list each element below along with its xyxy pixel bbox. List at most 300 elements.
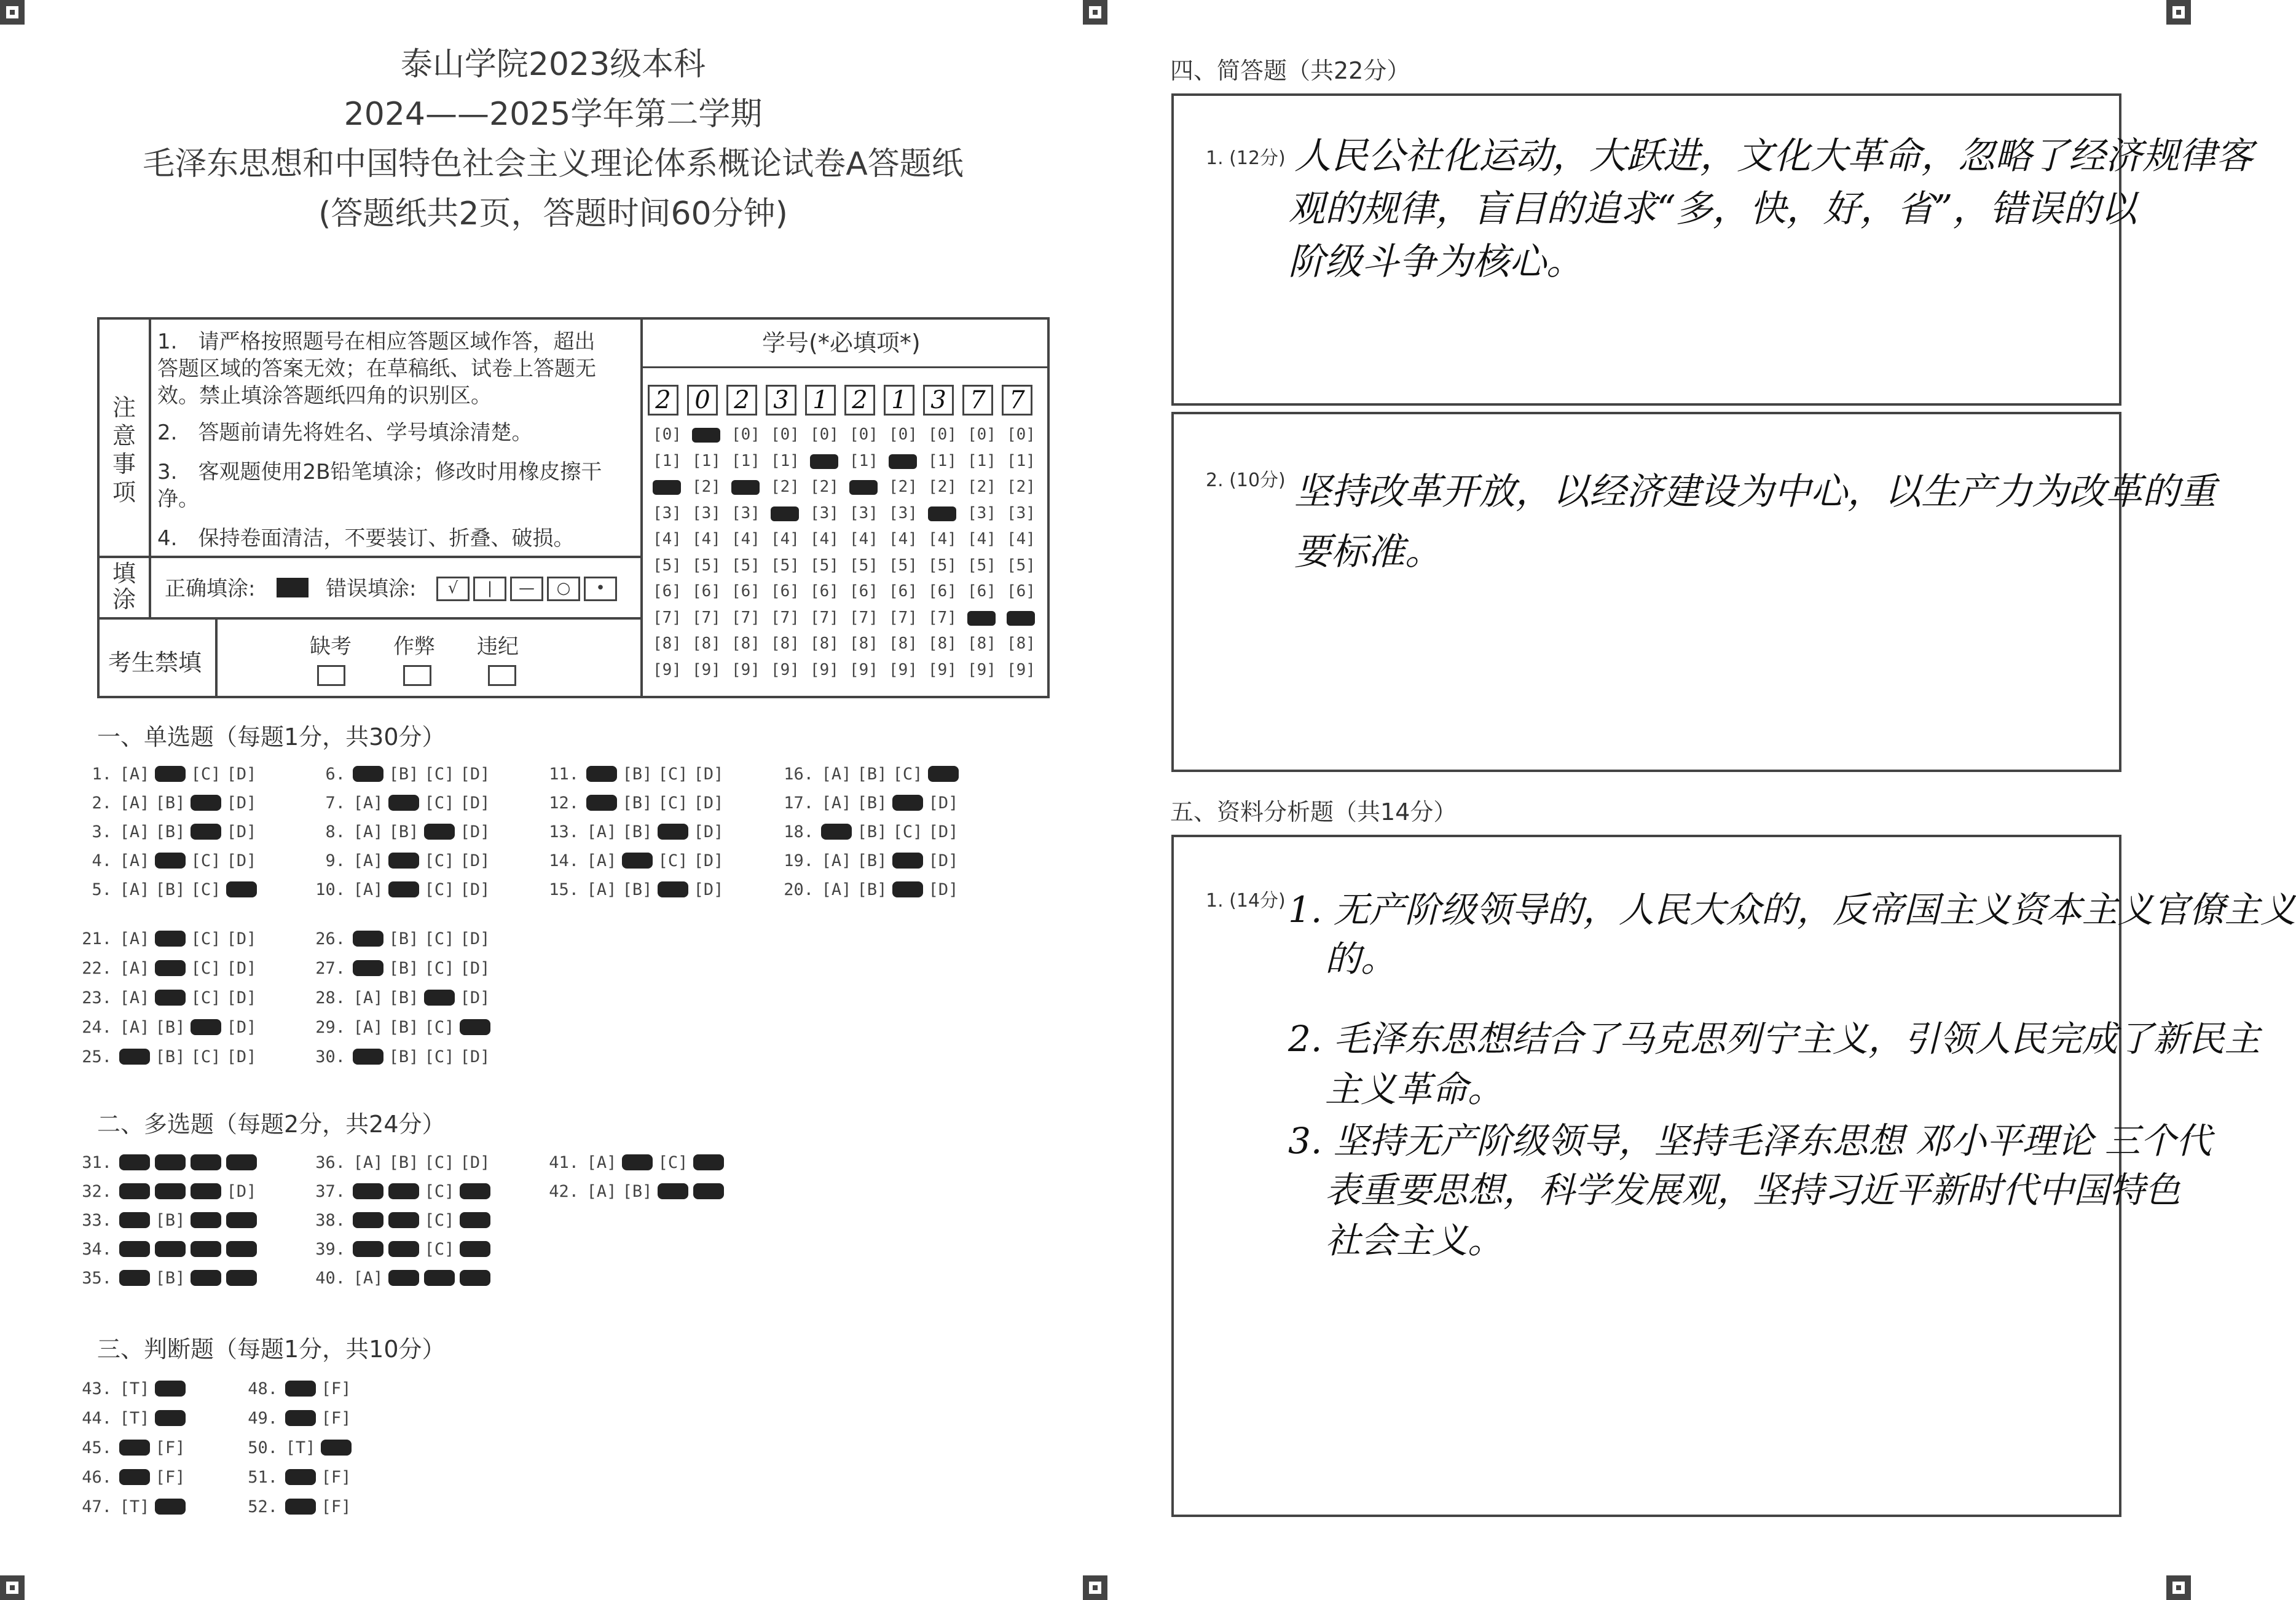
answer-bubble[interactable]: [A] — [586, 880, 617, 899]
answer-bubble-filled[interactable] — [155, 1154, 186, 1170]
student-id-bubble[interactable]: [0] — [889, 425, 918, 444]
student-id-bubble[interactable]: [8] — [928, 634, 957, 653]
answer-bubble[interactable]: [A] — [353, 880, 383, 899]
student-id-bubble[interactable]: [5] — [967, 556, 996, 575]
answer-bubble-filled[interactable] — [892, 853, 923, 869]
forbid-checkbox-absent[interactable] — [317, 665, 345, 686]
student-id-bubble[interactable]: [9] — [967, 660, 996, 679]
student-id-bubble[interactable]: [7] — [653, 608, 682, 627]
answer-bubble[interactable]: [A] — [353, 1269, 383, 1288]
student-id-bubble[interactable]: [2] — [928, 478, 957, 496]
student-id-bubble[interactable]: [6] — [1007, 582, 1036, 601]
answer-bubble-filled[interactable] — [424, 990, 455, 1006]
question-number: 21. — [82, 929, 112, 948]
answer-bubble[interactable]: [D] — [460, 822, 490, 841]
student-id-bubble[interactable]: [2] — [771, 478, 800, 496]
answer-bubble[interactable]: [D] — [460, 959, 490, 978]
answer-bubble[interactable]: [D] — [693, 822, 724, 841]
answer-bubble[interactable]: [C] — [658, 851, 688, 870]
student-id-digit-box: 3 — [923, 385, 954, 416]
answer-bubble-filled[interactable] — [155, 1499, 186, 1515]
answer-bubble[interactable]: [D] — [226, 765, 257, 784]
student-id-bubble[interactable]: [7] — [731, 608, 760, 627]
answer-bubble[interactable]: [C] — [658, 794, 688, 813]
student-id-bubble[interactable]: [8] — [967, 634, 996, 653]
student-id-bubble[interactable]: [8] — [692, 634, 721, 653]
student-id-bubble[interactable]: [3] — [1007, 503, 1036, 522]
student-id-bubble[interactable]: [6] — [653, 582, 682, 601]
answer-bubble[interactable]: [T] — [119, 1409, 150, 1428]
answer-bubble[interactable]: [C] — [424, 929, 455, 948]
student-id-bubble[interactable]: [3] — [967, 503, 996, 522]
answer-bubble[interactable]: [F] — [321, 1379, 352, 1398]
answer-bubble-filled[interactable] — [191, 795, 221, 811]
answer-bubble[interactable]: [C] — [424, 959, 455, 978]
answer-bubble[interactable]: [B] — [622, 880, 653, 899]
answer-bubble-filled[interactable] — [586, 795, 617, 811]
answer-bubble[interactable]: [D] — [928, 794, 959, 813]
forbid-checkbox-cheat[interactable] — [403, 665, 431, 686]
student-id-bubble[interactable]: [0] — [771, 425, 800, 444]
answer-bubble[interactable]: [A] — [586, 822, 617, 841]
student-id-bubble[interactable]: [1] — [928, 451, 957, 470]
student-id-bubble[interactable]: [5] — [810, 556, 839, 575]
question-number: 10. — [315, 880, 345, 899]
answer-bubble[interactable]: [A] — [353, 822, 383, 841]
answer-bubble-filled[interactable] — [321, 1440, 352, 1456]
answer-bubble[interactable]: [A] — [821, 880, 852, 899]
answer-bubble-filled[interactable] — [119, 1049, 150, 1065]
answer-bubble-filled[interactable] — [353, 766, 383, 782]
student-id-bubble[interactable]: [4] — [928, 530, 957, 548]
student-id-bubble[interactable]: [6] — [810, 582, 839, 601]
student-id-bubble[interactable]: [4] — [849, 530, 878, 548]
answer-bubble-filled[interactable] — [622, 1154, 653, 1170]
answer-bubble-filled[interactable] — [119, 1270, 150, 1286]
answer-bubble[interactable]: [B] — [857, 794, 887, 813]
answer-bubble[interactable]: [A] — [119, 1018, 150, 1037]
answer-bubble-filled[interactable] — [388, 881, 419, 897]
answer-bubble[interactable]: [C] — [424, 1182, 455, 1201]
student-id-bubble[interactable]: [9] — [692, 660, 721, 679]
answer-bubble[interactable]: [C] — [191, 929, 221, 948]
answer-bubble[interactable]: [C] — [424, 1240, 455, 1259]
student-id-bubble[interactable]: [5] — [1007, 556, 1036, 575]
student-id-bubble[interactable]: [9] — [810, 660, 839, 679]
answer-bubble[interactable]: [C] — [191, 880, 221, 899]
student-id-bubble[interactable]: [8] — [731, 634, 760, 653]
answer-bubble-filled[interactable] — [226, 1154, 257, 1170]
answer-bubble[interactable]: [D] — [460, 988, 490, 1007]
student-id-bubble[interactable]: [7] — [928, 608, 957, 627]
question-number: 2. — [92, 794, 112, 813]
student-id-bubble[interactable]: [8] — [849, 634, 878, 653]
student-id-bubble[interactable]: [8] — [771, 634, 800, 653]
answer-bubble[interactable]: [B] — [155, 822, 186, 841]
answer-bubble[interactable]: [D] — [928, 880, 959, 899]
answer-bubble[interactable]: [C] — [658, 765, 688, 784]
answer-bubble-filled[interactable] — [353, 960, 383, 976]
answer-bubble[interactable]: [D] — [460, 880, 490, 899]
answer-bubble-filled[interactable] — [460, 1270, 490, 1286]
answer-bubble-filled[interactable] — [388, 1241, 419, 1257]
student-id-bubble[interactable]: [9] — [928, 660, 957, 679]
answer-bubble-filled[interactable] — [353, 931, 383, 947]
student-id-bubble-filled[interactable] — [771, 506, 799, 521]
answer-bubble[interactable]: [B] — [155, 1047, 186, 1066]
student-id-bubble[interactable]: [0] — [731, 425, 760, 444]
answer-bubble[interactable]: [B] — [857, 822, 887, 841]
answer-bubble[interactable]: [B] — [155, 880, 186, 899]
answer-bubble-filled[interactable] — [424, 824, 455, 840]
student-id-bubble[interactable]: [0] — [967, 425, 996, 444]
answer-bubble-filled[interactable] — [155, 1410, 186, 1426]
answer-bubble[interactable]: [D] — [226, 1182, 257, 1201]
answer-bubble-filled[interactable] — [191, 824, 221, 840]
student-id-bubble-filled[interactable] — [653, 480, 681, 495]
answer-bubble-filled[interactable] — [353, 1212, 383, 1228]
answer-bubble-filled[interactable] — [226, 1212, 257, 1228]
answer-bubble-filled[interactable] — [191, 1154, 221, 1170]
student-id-bubble-filled[interactable] — [889, 454, 917, 469]
answer-bubble-filled[interactable] — [658, 824, 688, 840]
answer-bubble-filled[interactable] — [155, 1381, 186, 1397]
answer-bubble[interactable]: [D] — [928, 851, 959, 870]
student-id-bubble[interactable]: [1] — [771, 451, 800, 470]
answer-bubble[interactable]: [A] — [353, 1018, 383, 1037]
student-id-bubble[interactable]: [4] — [1007, 530, 1036, 548]
answer-bubble-filled[interactable] — [658, 1183, 688, 1199]
student-id-bubble-filled[interactable] — [810, 454, 838, 469]
answer-bubble[interactable]: [A] — [353, 988, 383, 1007]
answer-bubble[interactable]: [C] — [424, 851, 455, 870]
answer-bubble-filled[interactable] — [119, 1241, 150, 1257]
student-id-bubble[interactable]: [5] — [653, 556, 682, 575]
student-id-bubble-filled[interactable] — [692, 428, 720, 443]
answer-bubble-filled[interactable] — [353, 1049, 383, 1065]
answer-bubble[interactable]: [D] — [226, 1018, 257, 1037]
student-id-bubble[interactable]: [3] — [653, 503, 682, 522]
answer-bubble[interactable]: [A] — [821, 765, 852, 784]
answer-bubble-filled[interactable] — [353, 1241, 383, 1257]
answer-bubble-filled[interactable] — [586, 766, 617, 782]
answer-bubble[interactable]: [F] — [321, 1409, 352, 1428]
answer-bubble[interactable]: [C] — [424, 1211, 455, 1230]
answer-bubble-filled[interactable] — [191, 1019, 221, 1035]
answer-bubble[interactable]: [D] — [226, 794, 257, 813]
answer-bubble[interactable]: [B] — [388, 959, 419, 978]
answer-bubble[interactable]: [B] — [388, 929, 419, 948]
student-id-bubble[interactable]: [2] — [967, 478, 996, 496]
student-id-bubble[interactable]: [4] — [967, 530, 996, 548]
answer-bubble[interactable]: [A] — [119, 794, 150, 813]
short-answer-box-2[interactable] — [1171, 412, 2121, 772]
answer-bubble-filled[interactable] — [119, 1212, 150, 1228]
answer-bubble[interactable]: [F] — [155, 1468, 186, 1487]
answer-bubble[interactable]: [D] — [226, 988, 257, 1007]
student-id-bubble[interactable]: [5] — [889, 556, 918, 575]
answer-bubble[interactable]: [D] — [693, 851, 724, 870]
answer-bubble-filled[interactable] — [388, 853, 419, 869]
student-id-bubble[interactable]: [0] — [653, 425, 682, 444]
answer-bubble-filled[interactable] — [119, 1469, 150, 1485]
answer-bubble[interactable]: [D] — [460, 794, 490, 813]
answer-bubble[interactable]: [B] — [388, 988, 419, 1007]
answer-bubble-filled[interactable] — [155, 853, 186, 869]
single-choice-row — [307, 959, 493, 978]
answer-bubble-filled[interactable] — [285, 1381, 316, 1397]
answer-bubble-filled[interactable] — [119, 1440, 150, 1456]
answer-bubble-filled[interactable] — [155, 990, 186, 1006]
answer-bubble[interactable]: [D] — [693, 794, 724, 813]
answer-bubble[interactable]: [B] — [622, 794, 653, 813]
answer-bubble[interactable]: [B] — [388, 765, 419, 784]
answer-bubble[interactable]: [B] — [857, 851, 887, 870]
answer-bubble-filled[interactable] — [388, 1270, 419, 1286]
answer-bubble-filled[interactable] — [388, 795, 419, 811]
answer-bubble-filled[interactable] — [693, 1183, 724, 1199]
student-id-bubble[interactable]: [3] — [731, 503, 760, 522]
answer-bubble-filled[interactable] — [285, 1469, 316, 1485]
student-id-bubble-filled[interactable] — [731, 480, 760, 495]
student-id-bubble[interactable]: [7] — [889, 608, 918, 627]
answer-bubble-filled[interactable] — [892, 881, 923, 897]
student-id-bubble[interactable]: [8] — [1007, 634, 1036, 653]
student-id-bubble[interactable]: [2] — [1007, 478, 1036, 496]
student-id-bubble[interactable]: [9] — [731, 660, 760, 679]
answer-bubble[interactable]: [C] — [892, 822, 923, 841]
answer-bubble[interactable]: [F] — [321, 1497, 352, 1516]
student-id-bubble[interactable]: [0] — [928, 425, 957, 444]
student-id-bubble[interactable]: [8] — [810, 634, 839, 653]
answer-bubble[interactable]: [D] — [460, 1153, 490, 1172]
student-id-bubble[interactable]: [1] — [967, 451, 996, 470]
answer-bubble[interactable]: [C] — [424, 1047, 455, 1066]
answer-bubble[interactable]: [A] — [119, 765, 150, 784]
student-id-bubble[interactable]: [3] — [849, 503, 878, 522]
answer-bubble[interactable]: [D] — [226, 822, 257, 841]
student-id-bubble[interactable]: [8] — [889, 634, 918, 653]
answer-bubble-filled[interactable] — [460, 1241, 490, 1257]
student-id-bubble[interactable]: [7] — [849, 608, 878, 627]
answer-bubble[interactable]: [D] — [693, 880, 724, 899]
answer-bubble[interactable]: [A] — [119, 959, 150, 978]
student-id-bubble[interactable]: [2] — [810, 478, 839, 496]
answer-bubble[interactable]: [D] — [693, 765, 724, 784]
answer-bubble[interactable]: [A] — [586, 1182, 617, 1201]
answer-bubble[interactable]: [A] — [119, 988, 150, 1007]
answer-bubble-filled[interactable] — [191, 1212, 221, 1228]
student-id-bubble[interactable]: [3] — [692, 503, 721, 522]
answer-bubble[interactable]: [A] — [821, 794, 852, 813]
student-id-bubble[interactable]: [2] — [889, 478, 918, 496]
answer-bubble-filled[interactable] — [155, 1183, 186, 1199]
student-id-bubble[interactable]: [9] — [653, 660, 682, 679]
answer-bubble[interactable]: [D] — [226, 1047, 257, 1066]
answer-bubble[interactable]: [D] — [928, 822, 959, 841]
answer-bubble[interactable]: [D] — [226, 851, 257, 870]
student-id-bubble[interactable]: [7] — [692, 608, 721, 627]
answer-bubble-filled[interactable] — [388, 1183, 419, 1199]
answer-bubble[interactable]: [A] — [586, 851, 617, 870]
answer-bubble-filled[interactable] — [119, 1154, 150, 1170]
student-id-bubble[interactable]: [6] — [889, 582, 918, 601]
answer-bubble[interactable]: [B] — [388, 1047, 419, 1066]
student-id-bubble[interactable]: [9] — [771, 660, 800, 679]
answer-bubble[interactable]: [A] — [821, 851, 852, 870]
answer-bubble[interactable]: [B] — [622, 1182, 653, 1201]
student-id-bubble[interactable]: [5] — [771, 556, 800, 575]
answer-bubble[interactable]: [C] — [191, 1047, 221, 1066]
answer-bubble[interactable]: [C] — [658, 1153, 688, 1172]
answer-bubble-filled[interactable] — [388, 1212, 419, 1228]
answer-bubble-filled[interactable] — [155, 1241, 186, 1257]
answer-bubble[interactable]: [C] — [191, 959, 221, 978]
answer-bubble[interactable]: [C] — [424, 1153, 455, 1172]
answer-bubble[interactable]: [A] — [119, 929, 150, 948]
student-id-bubble[interactable]: [3] — [889, 503, 918, 522]
student-id-bubble[interactable]: [3] — [810, 503, 839, 522]
answer-bubble[interactable]: [C] — [424, 794, 455, 813]
student-id-bubble[interactable]: [1] — [731, 451, 760, 470]
answer-bubble[interactable]: [B] — [155, 794, 186, 813]
answer-bubble[interactable]: [A] — [586, 1153, 617, 1172]
answer-bubble[interactable]: [D] — [460, 1047, 490, 1066]
answer-bubble[interactable]: [A] — [119, 880, 150, 899]
student-id-bubble[interactable]: [6] — [928, 582, 957, 601]
answer-bubble[interactable]: [T] — [285, 1438, 316, 1457]
answer-bubble-filled[interactable] — [460, 1212, 490, 1228]
student-id-bubble[interactable]: [7] — [771, 608, 800, 627]
student-id-bubble[interactable]: [6] — [692, 582, 721, 601]
answer-bubble-filled[interactable] — [155, 766, 186, 782]
question-number: 7. — [325, 794, 345, 813]
answer-bubble-filled[interactable] — [191, 1183, 221, 1199]
student-id-bubble[interactable]: [4] — [653, 530, 682, 548]
student-id-bubble[interactable]: [0] — [849, 425, 878, 444]
student-id-bubble-filled[interactable] — [1007, 611, 1035, 626]
answer-bubble[interactable]: [A] — [119, 822, 150, 841]
student-id-bubble[interactable]: [0] — [810, 425, 839, 444]
answer-bubble-filled[interactable] — [155, 931, 186, 947]
answer-bubble[interactable]: [B] — [622, 765, 653, 784]
answer-bubble[interactable]: [B] — [388, 1018, 419, 1037]
answer-bubble[interactable]: [D] — [226, 959, 257, 978]
student-id-bubble[interactable]: [6] — [967, 582, 996, 601]
answer-bubble[interactable]: [B] — [155, 1269, 186, 1288]
answer-bubble[interactable]: [A] — [119, 851, 150, 870]
student-id-bubble[interactable]: [5] — [692, 556, 721, 575]
student-id-bubble[interactable]: [5] — [731, 556, 760, 575]
student-id-bubble[interactable]: [2] — [692, 478, 721, 496]
answer-bubble[interactable]: [B] — [388, 1153, 419, 1172]
student-id-bubble[interactable]: [4] — [889, 530, 918, 548]
answer-bubble-filled[interactable] — [285, 1410, 316, 1426]
answer-bubble[interactable]: [T] — [119, 1379, 150, 1398]
student-id-bubble[interactable]: [1] — [849, 451, 878, 470]
answer-bubble-filled[interactable] — [693, 1154, 724, 1170]
student-id-bubble[interactable]: [7] — [810, 608, 839, 627]
answer-bubble-filled[interactable] — [226, 1270, 257, 1286]
answer-bubble-filled[interactable] — [460, 1183, 490, 1199]
answer-bubble[interactable]: [D] — [460, 765, 490, 784]
answer-bubble[interactable]: [D] — [226, 929, 257, 948]
answer-bubble-filled[interactable] — [119, 1183, 150, 1199]
answer-bubble[interactable]: [B] — [857, 880, 887, 899]
answer-bubble[interactable]: [C] — [191, 988, 221, 1007]
answer-bubble[interactable]: [A] — [353, 794, 383, 813]
answer-bubble[interactable]: [B] — [155, 1018, 186, 1037]
answer-bubble[interactable]: [C] — [892, 765, 923, 784]
answer-bubble-filled[interactable] — [226, 881, 257, 897]
answer-bubble-filled[interactable] — [460, 1019, 490, 1035]
answer-bubble-filled[interactable] — [821, 824, 852, 840]
answer-bubble[interactable]: [B] — [155, 1211, 186, 1230]
answer-bubble-filled[interactable] — [226, 1241, 257, 1257]
answer-bubble-filled[interactable] — [928, 766, 959, 782]
student-id-bubble[interactable]: [6] — [731, 582, 760, 601]
student-id-bubble[interactable]: [4] — [731, 530, 760, 548]
student-id-bubble[interactable]: [4] — [810, 530, 839, 548]
student-id-bubble[interactable]: [4] — [771, 530, 800, 548]
answer-bubble-filled[interactable] — [622, 853, 653, 869]
answer-bubble[interactable]: [A] — [353, 851, 383, 870]
student-id-bubble[interactable]: [9] — [849, 660, 878, 679]
forbid-checkbox-violation[interactable] — [488, 665, 516, 686]
student-id-bubble[interactable]: [1] — [653, 451, 682, 470]
answer-bubble[interactable]: [D] — [460, 929, 490, 948]
answer-bubble-filled[interactable] — [191, 1270, 221, 1286]
answer-bubble-filled[interactable] — [892, 795, 923, 811]
answer-bubble-filled[interactable] — [353, 1183, 383, 1199]
answer-bubble[interactable]: [T] — [119, 1497, 150, 1516]
answer-bubble[interactable]: [B] — [857, 765, 887, 784]
student-id-bubble[interactable]: [1] — [1007, 451, 1036, 470]
answer-bubble[interactable]: [B] — [388, 822, 419, 841]
answer-bubble-filled[interactable] — [155, 960, 186, 976]
student-id-bubble[interactable]: [5] — [849, 556, 878, 575]
student-id-bubble[interactable]: [0] — [1007, 425, 1036, 444]
answer-bubble[interactable]: [C] — [191, 851, 221, 870]
answer-bubble[interactable]: [F] — [321, 1468, 352, 1487]
student-id-bubble-filled[interactable] — [967, 611, 996, 626]
answer-bubble[interactable]: [F] — [155, 1438, 186, 1457]
student-id-bubble[interactable]: [6] — [771, 582, 800, 601]
answer-bubble-filled[interactable] — [658, 881, 688, 897]
student-id-bubble[interactable]: [1] — [692, 451, 721, 470]
student-id-bubble[interactable]: [9] — [889, 660, 918, 679]
answer-bubble[interactable]: [D] — [460, 851, 490, 870]
answer-bubble-filled[interactable] — [191, 1241, 221, 1257]
answer-bubble-filled[interactable] — [424, 1270, 455, 1286]
answer-bubble[interactable]: [C] — [424, 880, 455, 899]
answer-bubble[interactable]: [C] — [424, 765, 455, 784]
student-id-bubble[interactable]: [8] — [653, 634, 682, 653]
student-id-bubble[interactable]: [4] — [692, 530, 721, 548]
student-id-bubble[interactable]: [9] — [1007, 660, 1036, 679]
answer-bubble[interactable]: [C] — [191, 765, 221, 784]
answer-bubble[interactable]: [B] — [622, 822, 653, 841]
question-number: 33. — [82, 1211, 112, 1230]
student-id-bubble[interactable]: [6] — [849, 582, 878, 601]
answer-bubble-filled[interactable] — [285, 1499, 316, 1515]
student-id-bubble-filled[interactable] — [849, 480, 878, 495]
student-id-bubble-filled[interactable] — [928, 506, 956, 521]
multi-choice-row — [307, 1182, 493, 1201]
answer-bubble[interactable]: [A] — [353, 1153, 383, 1172]
answer-bubble[interactable]: [C] — [424, 1018, 455, 1037]
student-id-bubble[interactable]: [5] — [928, 556, 957, 575]
